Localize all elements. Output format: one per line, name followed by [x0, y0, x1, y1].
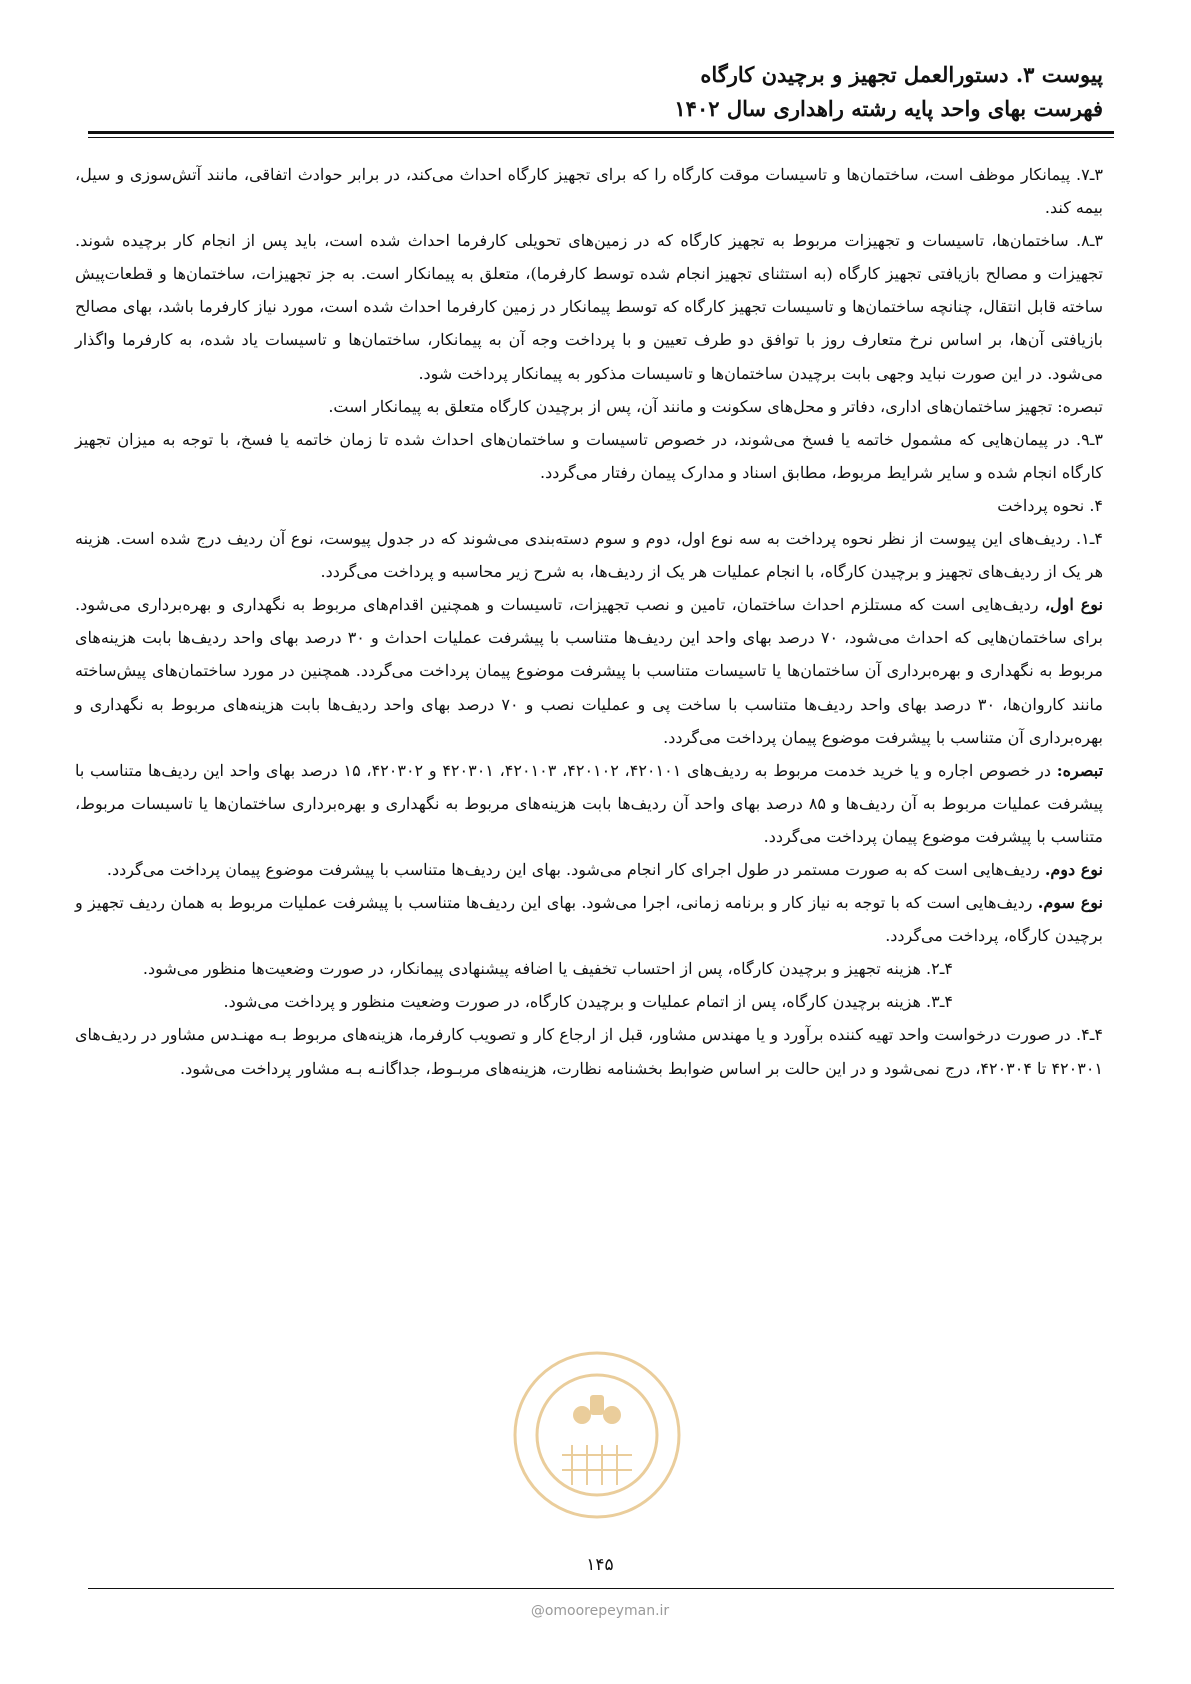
note-rental-text: در خصوص اجاره و یا خرید خدمت مربوط به ردیف‌های ۴۲۰۱۰۱، ۴۲۰۱۰۲، ۴۲۰۱۰۳، ۴۲۰۳۰۱ و ۴۲۰۳۰۲، ۱۵ درصد بهای واحد این ردیف‌ها متناسب با پیشرفت عملیات مربوط به آن ردیف‌ها و ۸۵ درصد بهای واحد آن ردیف‌ها بابت هزینه‌های مربوط به نگهداری و بهره‌برداری ساختمان‌ها یا تاسیسات مربوط، متناسب با پیشرفت موضوع پیمان پرداخت می‌گردد.: [75, 760, 1103, 846]
paragraph-3-7: ۳ـ۷. پیمانکار موظف است، ساختمان‌ها و تاسیسات موقت کارگاه را که برای تجهیز کارگاه احداث می‌کند، در برابر حوادث اتفاقی، مانند آتش‌سوزی و سیل، بیمه کند.: [75, 165, 1104, 218]
header-title-price-list: فهرست بهای واحد پایه رشته راهداری سال ۱۴۰۲: [674, 96, 1103, 121]
page-header: [83, 58, 1103, 126]
type-2-label: نوع دوم.: [1044, 859, 1103, 879]
type-3-text: ردیف‌هایی است که با توجه به نیاز کار و برنامه زمانی، اجرا می‌شود. بهای این ردیف‌ها متناسب با پیشرفت عملیات مربوط به همان ردیف تجهیز و برچیدن کارگاه، پرداخت می‌گردد.: [75, 893, 1103, 946]
paragraph-4-3: ۴ـ۳. هزینه برچیدن کارگاه، پس از اتمام عملیات و برچیدن کارگاه، در صورت وضعیت منظور و پرداخت می‌شود.: [223, 992, 953, 1012]
header-rule-thick: [88, 131, 1114, 134]
type-1-label: نوع اول،: [1044, 595, 1103, 615]
type-1-text: ردیف‌هایی است که مستلزم احداث ساختمان، تامین و نصب تجهیزات، تاسیسات و همچنین اقدام‌های مربوط به نگهداری و بهره‌برداری می‌شود. برای ساختمان‌هایی که احداث می‌شود، ۷۰ درصد بهای واحد این ردیف‌ها متناسب با پیشرفت عملیات احداث و ۳۰ درصد بهای واحد ردیف‌ها بابت هزینه‌های مربوط به نگهداری و بهره‌برداری آن ساختمان‌ها یا تاسیسات متناسب با پیشرفت موضوع پیمان پرداخت می‌گردد. همچنین در مورد ساختمان‌های پیش‌ساخته مانند کاروان‌ها، ۳۰ درصد بهای واحد ردیف‌ها متناسب با ساخت پی و عملیات نصب و ۷۰ درصد بهای واحد ردیف‌ها بابت هزینه‌های مربوط به نگهداری و بهره‌برداری آن متناسب با پیشرفت موضوع پیمان پرداخت می‌گردد.: [75, 595, 1104, 747]
paragraph-4-2: ۴ـ۲. هزینه تجهیز و برچیدن کارگاه، پس از احتساب تخفیف یا اضافه پیشنهادی پیمانکار، در صورت وضعیت‌ها منظور می‌شود.: [142, 959, 953, 979]
footer-rule: [88, 1588, 1114, 1589]
note-rental-label: تبصره:: [1056, 760, 1104, 780]
paragraph-3-9: ۳ـ۹. در پیمان‌هایی که مشمول خاتمه یا فسخ می‌شوند، در خصوص تاسیسات و ساختمان‌های احداث شده تا زمان خاتمه یا فسخ، با توجه به میزان تجهیز کارگاه انجام شده و سایر شرایط مربوط، مطابق اسناد و مدارک پیمان رفتار می‌گردد.: [75, 429, 1103, 482]
header-rule-thin: [88, 137, 1114, 138]
body-text: [75, 158, 1103, 1085]
paragraph-4-4: ۴ـ۴. در صورت درخواست واحد تهیه کننده برآورد و یا مهندس مشاور، قبل از ارجاع کار و تصویب کارفرما، هزینه‌های مربوط بـه مهنـدس مشاور در ردیف‌های ۴۲۰۳۰۱ تا ۴۲۰۳۰۴، درج نمی‌شود و در این حالت بر اساس ضوابط بخشنامه نظارت، هزینه‌های مربـوط، جداگانـه بـه مشاور پرداخت می‌شود.: [75, 1025, 1103, 1078]
page-number: ۱۴۵: [586, 1555, 614, 1575]
type-3-label: نوع سوم.: [1037, 893, 1104, 913]
paragraph-note-office-buildings: تبصره: تجهیز ساختمان‌های اداری، دفاتر و محل‌های سکونت و مانند آن، پس از برچیدن کارگاه متعلق به پیمانکار است.: [328, 396, 1103, 416]
paragraph-type-3: [75, 886, 1103, 952]
paragraph-3-8: ۳ـ۸. ساختمان‌ها، تاسیسات و تجهیزات مربوط به تجهیز کارگاه که در زمین‌های تحویلی کارفرما احداث شده است، باید پس از انجام کار برچیده شوند. تجهیزات و مصالح بازیافتی تجهیز کارگاه (به استثنای تجهیز انجام شده توسط کارفرما)، متعلق به پیمانکار است. به جز تجهیزات، ساختمان‌ها و قطعات‌پیش ساخته قابل انتقال، چنانچه ساختمان‌ها و تاسیسات تجهیز کارگاه که توسط پیمانکار در زمین کارفرما احداث شده است، مورد نیاز کارفرما باشد، بهای مصالح بازیافتی آن‌ها، بر اساس نرخ متعارف روز با توافق دو طرف تعیین و با پرداخت وجه آن به پیمانکار، ساختمان‌ها و تاسیسات یاد شده، به کارفرما واگذار می‌شود. در این صورت نباید وجهی بابت برچیدن ساختمان‌ها و تاسیسات مذکور به پیمانکار پرداخت شود.: [75, 231, 1104, 383]
paragraph-type-2: [75, 853, 1103, 886]
header-title-appendix: پیوست ۳. دستورالعمل تجهیز و برچیدن کارگاه: [700, 62, 1103, 87]
footer-website: @omoorepeyman.ir: [530, 1603, 670, 1619]
type-2-text: ردیف‌هایی است که به صورت مستمر در طول اجرای کار انجام می‌شود. بهای این ردیف‌ها متناسب با پیشرفت موضوع پیمان پرداخت می‌گردد.: [106, 859, 1045, 879]
paragraph-note-rental: [75, 754, 1103, 853]
paragraph-4-1: ۴ـ۱. ردیف‌های این پیوست از نظر نحوه پرداخت به سه نوع اول، دوم و سوم دسته‌بندی می‌شوند که در جدول پیوست، نوع آن ردیف درج شده است. هزینه هر یک از ردیف‌های تجهیز و برچیدن کارگاه، با انجام عملیات هر یک از ردیف‌ها، به شرح زیر محاسبه و پرداخت می‌گردد.: [75, 529, 1103, 582]
watermark-seal-icon: [502, 1335, 692, 1535]
paragraph-type-1: [75, 588, 1103, 753]
section-heading-payment: ۴. نحوه پرداخت: [997, 495, 1103, 515]
